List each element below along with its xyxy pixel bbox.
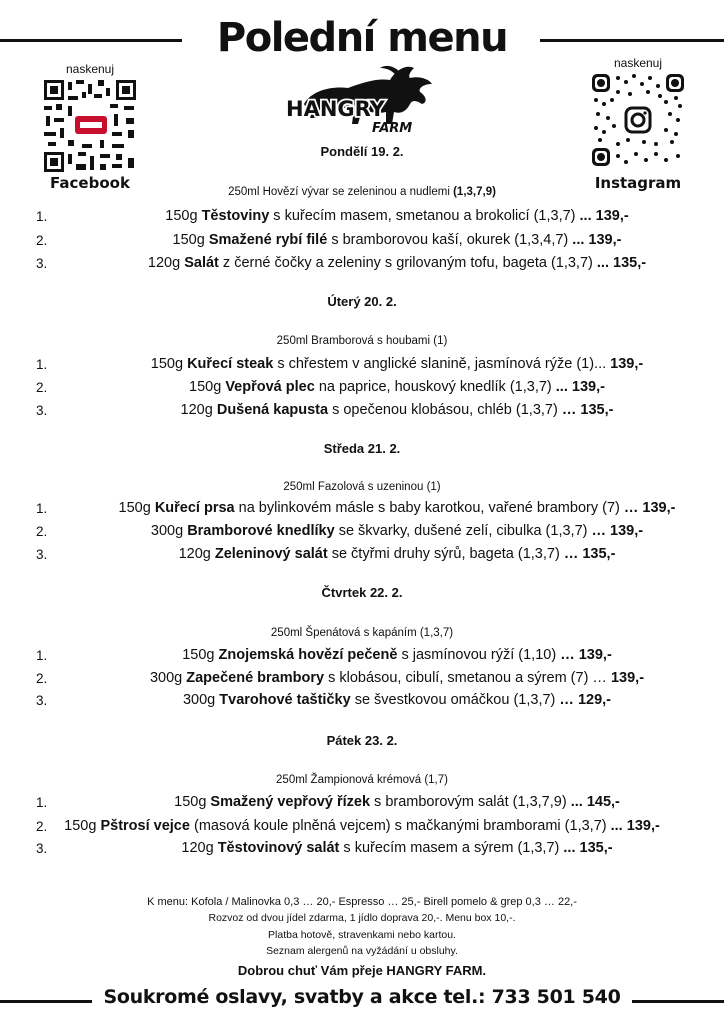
instagram-scan-label: naskenuj	[613, 56, 663, 70]
dish-price: 135,-	[582, 546, 616, 562]
dish-line	[70, 208, 724, 224]
dish-line	[0, 818, 724, 834]
footer-payment: Platba hotově, stravenkami nebo kartou.	[268, 929, 456, 941]
dish-portion: 150g	[172, 232, 205, 248]
dish-portion: 120g	[178, 546, 211, 562]
dish-dots: ...	[610, 818, 623, 834]
dish-name: Smažené rybí filé	[208, 232, 328, 248]
dish-description: s jasmínovou rýží (1,10)	[401, 647, 557, 663]
dish-price: 139,-	[610, 670, 645, 686]
dish-dots: ...	[555, 379, 568, 395]
facebook-label[interactable]: Facebook	[50, 174, 130, 192]
dish-description: s klobásou, cibulí, smetanou a sýrem (7) …	[328, 670, 607, 686]
dish-number: 2.	[36, 233, 48, 248]
dish-name: Vepřová plec	[225, 379, 315, 395]
dish-line	[70, 647, 724, 663]
dish-line	[70, 840, 724, 856]
dish-dots: …	[623, 500, 639, 516]
dish-name: Zapečené brambory	[186, 670, 325, 686]
dish-number: 3.	[36, 693, 48, 708]
dish-number: 1.	[36, 357, 48, 372]
dish-dots: ...	[572, 232, 585, 248]
dish-name: Zeleninový salát	[214, 546, 328, 562]
footer-allergens: Seznam alergenů na vyžádání u obsluhy.	[266, 945, 458, 957]
dish-line	[70, 500, 724, 516]
dish-price: 139,-	[595, 208, 629, 224]
dish-portion: 150g	[64, 818, 97, 834]
dish-price: 135,-	[613, 255, 647, 271]
dish-portion: 300g	[182, 692, 216, 708]
dish-number: 1.	[36, 795, 48, 810]
dish-description: s opečenou klobásou, chléb (1,3,7)	[332, 402, 558, 418]
dish-description: se švestkovou omáčkou (1,3,7)	[354, 692, 556, 708]
dish-name: Tvarohové taštičky	[219, 692, 351, 708]
dish-dots: …	[561, 402, 577, 418]
dish-price: 139,-	[610, 356, 644, 372]
soup-name: 250ml Fazolová s uzeninou (1)	[283, 481, 441, 493]
soup-name: 250ml Hovězí vývar se zeleninou a nudlemi	[228, 186, 450, 198]
footer-drinks: K menu: Kofola / Malinovka 0,3 … 20,- Espresso … 25,- Birell pomelo & grep 0,3 … 22,-	[147, 896, 577, 908]
instagram-label[interactable]: Instagram	[594, 174, 682, 192]
facebook-scan-label: naskenuj	[65, 62, 115, 76]
dish-line	[70, 356, 724, 372]
dish-portion: 300g	[150, 523, 184, 539]
dish-number: 1.	[36, 501, 48, 516]
dish-portion: 300g	[149, 670, 183, 686]
dish-dots: …	[559, 692, 574, 708]
hangry-farm-logo	[282, 62, 442, 136]
dish-price: 139,-	[588, 232, 622, 248]
dish-name: Kuřecí prsa	[154, 500, 235, 516]
dish-line	[70, 402, 724, 418]
soup-line	[0, 774, 724, 786]
day-title: Středa 21. 2.	[323, 441, 401, 456]
soup-line	[0, 335, 724, 347]
dish-price: 139,-	[626, 818, 660, 834]
dish-number: 2.	[36, 380, 48, 395]
dish-portion: 150g	[150, 356, 184, 372]
logo-text-sub: FARM	[372, 121, 413, 136]
dish-number: 1.	[36, 648, 48, 663]
dish-description: s kuřecím masem a sýrem (1,3,7)	[343, 840, 560, 856]
dish-dots: …	[563, 546, 579, 562]
events-contact-banner: Soukromé oslavy, svatby a akce tel.: 733 501 540	[103, 986, 621, 1008]
dish-portion: 150g	[174, 794, 207, 810]
facebook-qr-code[interactable]	[42, 78, 138, 174]
dish-line	[70, 794, 724, 810]
dish-name: Kuřecí steak	[187, 356, 274, 372]
dish-price: 145,-	[586, 794, 620, 810]
dish-name: Salát	[184, 255, 219, 271]
dish-price: 135,-	[580, 402, 614, 418]
dish-portion: 150g	[118, 500, 151, 516]
dish-dots: ...	[596, 255, 609, 271]
dish-description: s chřestem v anglické slanině, jasmínová rýže (1)...	[277, 356, 607, 372]
dish-name: Pštrosí vejce	[100, 818, 190, 834]
dish-number: 2.	[36, 671, 48, 686]
dish-dots: …	[591, 523, 606, 539]
soup-line	[0, 186, 724, 198]
dish-name: Dušená kapusta	[216, 402, 329, 418]
page-title: Polední menu	[216, 15, 508, 61]
dish-portion: 120g	[180, 402, 213, 418]
dish-line	[70, 546, 724, 562]
day-title: Pondělí 19. 2.	[320, 144, 404, 159]
dish-description: s kuřecím masem, smetanou a brokolicí (1,3,7)	[273, 208, 576, 224]
soup-name: 250ml Špenátová s kapáním (1,3,7)	[270, 627, 454, 639]
soup-line	[0, 627, 724, 639]
dish-description: na paprice, houskový knedlík (1,3,7)	[318, 379, 552, 395]
soup-name: 250ml Žampionová krémová (1,7)	[276, 774, 448, 786]
dish-number: 3.	[36, 256, 48, 271]
dish-portion: 150g	[182, 647, 215, 663]
dish-number: 1.	[36, 209, 48, 224]
dish-price: 139,-	[610, 523, 644, 539]
day-title: Úterý 20. 2.	[327, 294, 397, 309]
dish-price: 135,-	[579, 840, 613, 856]
dish-name: Těstoviny	[201, 208, 270, 224]
day-title: Pátek 23. 2.	[326, 733, 398, 748]
dish-name: Smažený vepřový řízek	[210, 794, 371, 810]
dish-name: Těstovinový salát	[217, 840, 340, 856]
dish-price: 139,-	[578, 647, 612, 663]
dish-line	[70, 523, 724, 539]
dish-portion: 120g	[181, 840, 214, 856]
logo-text-main: HANGRY	[286, 97, 385, 121]
dish-description: s bramborovou kaší, okurek (1,3,4,7)	[331, 232, 569, 248]
dish-description: (masová koule plněná vejcem) s mačkanými bramborami (1,3,7)	[193, 818, 607, 834]
dish-number: 3.	[36, 403, 48, 418]
dish-line	[70, 232, 724, 248]
dish-name: Bramborové knedlíky	[187, 523, 335, 539]
dish-line	[70, 692, 724, 708]
dish-number: 3.	[36, 547, 48, 562]
soup-line	[0, 481, 724, 493]
footer-thanks: Dobrou chuť Vám přeje HANGRY FARM.	[237, 963, 487, 978]
soup-name: 250ml Bramborová s houbami (1)	[276, 335, 448, 347]
footer-delivery: Rozvoz od dvou jídel zdarma, 1 jídlo doprava 20,-. Menu box 10,-.	[208, 912, 516, 924]
day-title: Čtvrtek 22. 2.	[321, 585, 403, 600]
dish-number: 2.	[36, 819, 48, 834]
dish-portion: 150g	[189, 379, 222, 395]
dish-description: s bramborovým salát (1,3,7,9)	[374, 794, 567, 810]
dish-price: 129,-	[577, 692, 611, 708]
dish-description: na bylinkovém másle s baby karotkou, vařené brambory (7)	[238, 500, 620, 516]
dish-portion: 120g	[147, 255, 181, 271]
soup-allergens: (1,3,7,9)	[453, 186, 496, 198]
dish-description: se škvarky, dušené zelí, cibulka (1,3,7)	[338, 523, 588, 539]
dish-price: 139,-	[642, 500, 676, 516]
dish-number: 2.	[36, 524, 48, 539]
dish-name: Znojemská hovězí pečeně	[218, 647, 398, 663]
dish-line	[70, 255, 724, 271]
dish-price: 139,-	[571, 379, 605, 395]
dish-line	[70, 670, 724, 686]
dish-line	[70, 379, 724, 395]
dish-dots: ...	[570, 794, 583, 810]
dish-portion: 150g	[165, 208, 198, 224]
dish-description: z černé čočky a zeleniny s grilovaným tofu, bageta (1,3,7)	[222, 255, 593, 271]
dish-number: 3.	[36, 841, 48, 856]
dish-dots: ...	[579, 208, 592, 224]
dish-dots: …	[560, 647, 575, 663]
dish-dots: ...	[563, 840, 576, 856]
dish-description: se čtyřmi druhy sýrů, bageta (1,3,7)	[331, 546, 560, 562]
